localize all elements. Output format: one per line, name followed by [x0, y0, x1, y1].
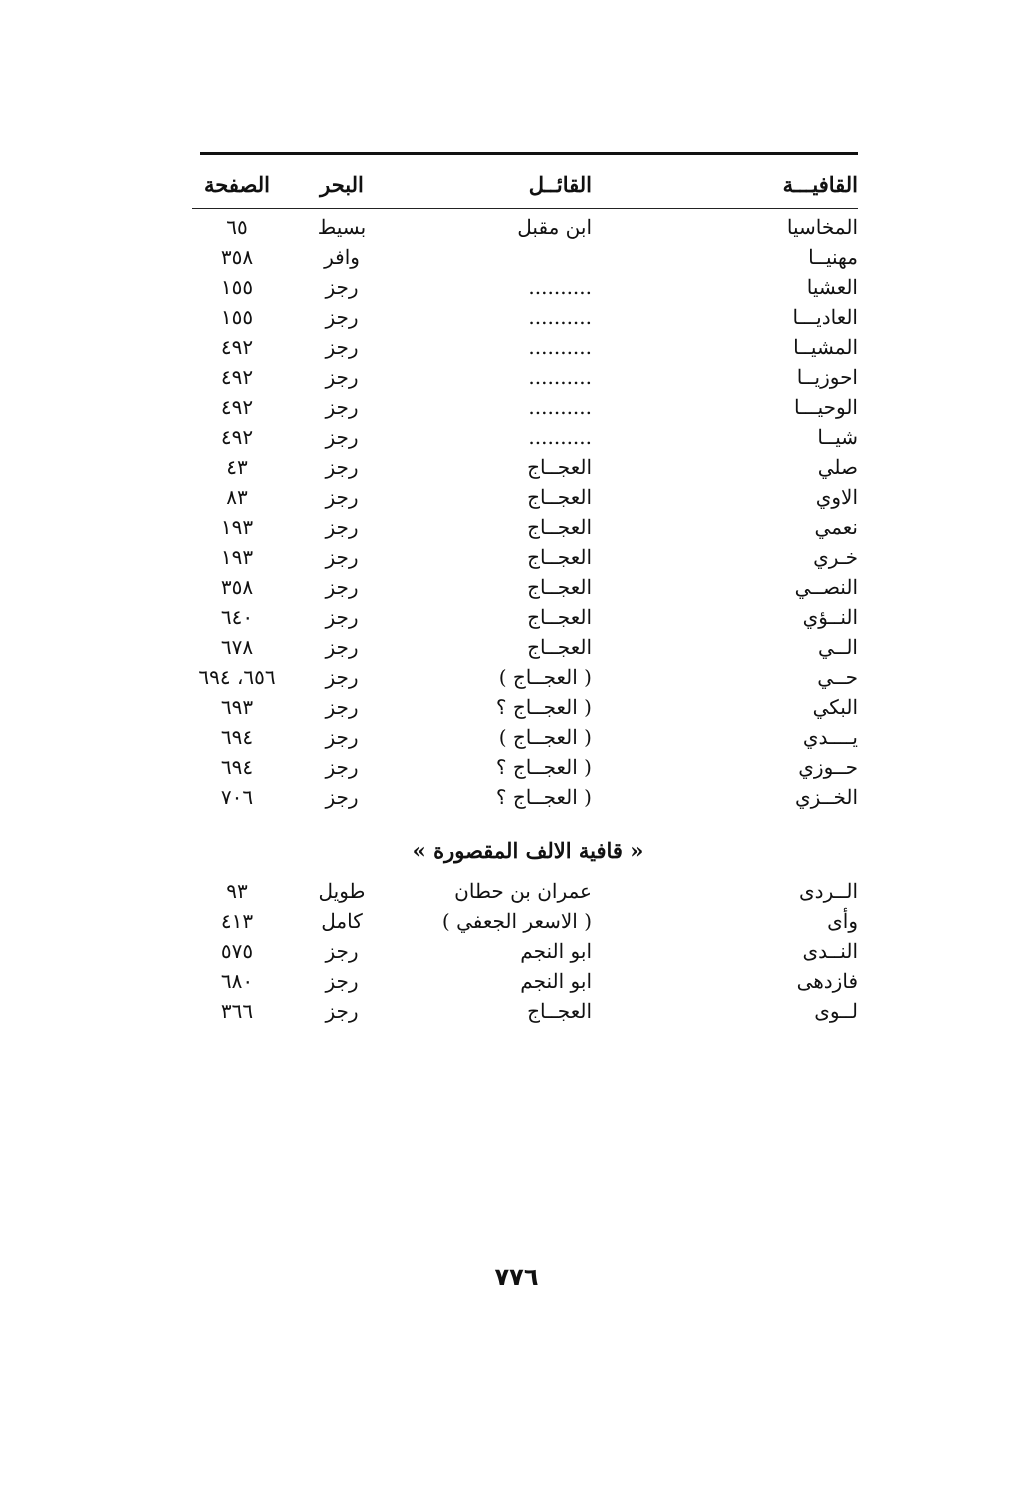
poet-cell: ( الاسعر الجعفي ) [441, 909, 592, 933]
meter-cell: رجز [325, 575, 359, 599]
table-row [192, 692, 864, 722]
poet-cell: العجــاج [527, 999, 592, 1023]
page-cell: ٦٩٤ [220, 755, 254, 779]
rhyme-cell: النــؤي [802, 605, 858, 629]
table-row [192, 272, 864, 302]
table-row [192, 966, 864, 996]
meter-cell: رجز [325, 939, 359, 963]
rhyme-cell: مهنيــا [808, 245, 858, 269]
rhyme-cell: الــردى [799, 879, 858, 903]
rhyme-cell: صلي [817, 455, 858, 479]
page-cell: ١٥٥ [220, 275, 254, 299]
poet-cell: .......... [528, 395, 592, 419]
table-row [192, 662, 864, 692]
table-row [192, 936, 864, 966]
table-row [192, 602, 864, 632]
meter-cell: رجز [325, 635, 359, 659]
meter-cell: طويل [318, 879, 366, 903]
table-row [192, 876, 864, 906]
page-cell: ٦٥٦، ٦٩٤ [198, 665, 276, 689]
page-cell: ٩٣ [226, 879, 248, 903]
header-page: الصفحة [204, 172, 270, 197]
poet-cell: عمران بن حطان [454, 879, 592, 903]
meter-cell: رجز [325, 275, 359, 299]
page-cell: ٨٣ [226, 485, 248, 509]
rhyme-cell: البكي [812, 695, 858, 719]
rhyme-cell: وأى [827, 909, 858, 933]
poet-cell: ( العجــاج ؟ [495, 695, 592, 719]
table-row [192, 782, 864, 812]
poet-cell: .......... [528, 305, 592, 329]
table-row [192, 212, 864, 242]
poet-cell: العجــاج [527, 515, 592, 539]
poet-cell: ( العجــاج ؟ [495, 755, 592, 779]
page-cell: ٤٩٢ [220, 425, 254, 449]
meter-cell: رجز [325, 725, 359, 749]
meter-cell: رجز [325, 785, 359, 809]
page-cell: ٦٩٤ [220, 725, 254, 749]
meter-cell: رجز [325, 695, 359, 719]
page-cell: ٤٩٢ [220, 335, 254, 359]
page-cell: ١٥٥ [220, 305, 254, 329]
page-cell: ٣٥٨ [220, 575, 254, 599]
rhyme-cell: فازدهى [796, 969, 858, 993]
rhyme-cell: الــي [817, 635, 858, 659]
section-title-alif-maqsura: « قافية الالف المقصورة » [412, 838, 644, 863]
rhyme-cell: يــــدي [802, 725, 858, 749]
meter-cell: رجز [325, 969, 359, 993]
table-row [192, 302, 864, 332]
poet-cell: .......... [528, 425, 592, 449]
page-cell: ٦٩٣ [220, 695, 254, 719]
header-rhyme: القافيـــة [782, 172, 858, 197]
rhyme-cell: الوحيـــا [793, 395, 858, 419]
header-rule [192, 208, 858, 209]
table-row [192, 512, 864, 542]
rhyme-cell: الخــزي [795, 785, 858, 809]
poet-cell: العجــاج [527, 545, 592, 569]
page-number: ٧٧٦ [494, 1263, 539, 1291]
rhyme-cell: حــي [817, 665, 858, 689]
page-cell: ٦٨٠ [220, 969, 254, 993]
top-rule [200, 152, 858, 155]
table-row [192, 572, 864, 602]
page-cell: ٤٩٢ [220, 365, 254, 389]
meter-cell: رجز [325, 755, 359, 779]
table-row [192, 482, 864, 512]
header-poet: القائــل [528, 172, 592, 197]
meter-cell: بسيط [317, 215, 367, 239]
table-row [192, 632, 864, 662]
poet-cell: العجــاج [527, 575, 592, 599]
meter-cell: رجز [325, 605, 359, 629]
poet-cell: ابو النجم [520, 969, 592, 993]
poet-cell: ( العجــاج ؟ [495, 785, 592, 809]
table-row [192, 752, 864, 782]
poet-cell: العجــاج [527, 605, 592, 629]
meter-cell: رجز [325, 425, 359, 449]
page-cell: ٤٣ [226, 455, 248, 479]
page-cell: ١٩٣ [220, 545, 254, 569]
poet-cell: .......... [528, 365, 592, 389]
table-row [192, 422, 864, 452]
rhyme-cell: خـري [813, 545, 858, 569]
table-row [192, 452, 864, 482]
page-cell: ٣٥٨ [220, 245, 254, 269]
table-row [192, 722, 864, 752]
meter-cell: رجز [325, 455, 359, 479]
meter-cell: رجز [325, 305, 359, 329]
poet-cell: ابو النجم [520, 939, 592, 963]
poet-cell: العجــاج [527, 485, 592, 509]
table-row [192, 332, 864, 362]
rhyme-cell: النــدى [802, 939, 858, 963]
rhyme-cell: المخاسيا [786, 215, 858, 239]
poet-cell: العجــاج [527, 455, 592, 479]
rhyme-cell: حــوزي [798, 755, 858, 779]
meter-cell: رجز [325, 665, 359, 689]
meter-cell: رجز [325, 395, 359, 419]
table-row [192, 996, 864, 1026]
rhyme-cell: العاديـــا [792, 305, 858, 329]
table-header [192, 170, 864, 200]
page-cell: ١٩٣ [220, 515, 254, 539]
page-cell: ٦٥ [226, 215, 248, 239]
rhyme-cell: الاوي [815, 485, 858, 509]
rhyme-cell: المشيــا [793, 335, 858, 359]
page-cell: ٦٤٠ [220, 605, 254, 629]
page-cell: ٤٩٢ [220, 395, 254, 419]
header-meter: البحر [320, 172, 364, 197]
poet-cell: العجــاج [527, 635, 592, 659]
page-cell: ٤١٣ [220, 909, 254, 933]
meter-cell: رجز [325, 335, 359, 359]
table-row [192, 242, 864, 272]
rhyme-cell: النصــي [794, 575, 858, 599]
meter-cell: رجز [325, 999, 359, 1023]
rhyme-cell: العشيا [806, 275, 858, 299]
meter-cell: وافر [324, 245, 360, 269]
poet-cell: ابن مقبل [517, 215, 592, 239]
rhyme-cell: احوزيــا [796, 365, 858, 389]
rhyme-cell: نعمي [814, 515, 858, 539]
poet-cell: ( العجــاج ) [498, 665, 592, 689]
page-cell: ٣٦٦ [220, 999, 254, 1023]
table-row [192, 392, 864, 422]
poet-cell: .......... [528, 335, 592, 359]
rhyme-cell: لــوى [814, 999, 858, 1023]
meter-cell: رجز [325, 485, 359, 509]
page-cell: ٦٧٨ [220, 635, 254, 659]
page-cell: ٥٧٥ [220, 939, 254, 963]
table-row [192, 362, 864, 392]
rhyme-cell: شيــا [817, 425, 858, 449]
poet-cell: ( العجــاج ) [498, 725, 592, 749]
table-row [192, 542, 864, 572]
meter-cell: رجز [325, 515, 359, 539]
meter-cell: كامل [321, 909, 363, 933]
meter-cell: رجز [325, 365, 359, 389]
meter-cell: رجز [325, 545, 359, 569]
page-cell: ٧٠٦ [220, 785, 254, 809]
table-row [192, 906, 864, 936]
poet-cell: .......... [528, 275, 592, 299]
